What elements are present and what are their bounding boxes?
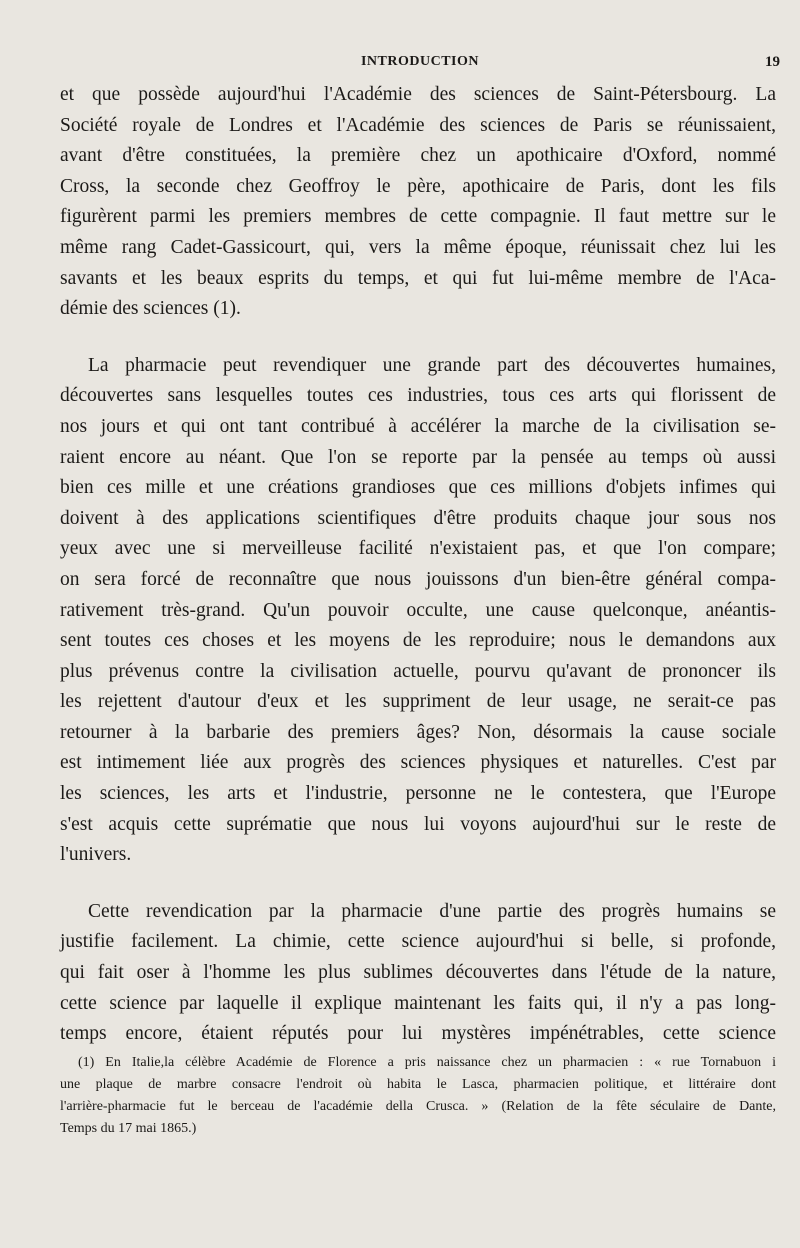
text-line: est intimement liée aux progrès des sciences physiques et naturelles. C'est par: [60, 752, 776, 774]
text-line: avant d'être constituées, la première chez un apothicaire d'Oxford, nommé: [60, 145, 776, 167]
text-line: cette science par laquelle il explique maintenant les faits qui, il n'y a pas long-: [60, 992, 776, 1014]
text-line: La pharmacie peut revendiquer une grande part des découvertes humaines,: [88, 354, 776, 376]
text-line: Cross, la seconde chez Geoffroy le père, apothicaire de Paris, dont les fils: [60, 175, 776, 197]
text-line: sent toutes ces choses et les moyens de les reproduire; nous le demandons aux: [60, 630, 776, 652]
text-line: les sciences, les arts et l'industrie, personne ne le contestera, que l'Europe: [60, 783, 776, 805]
footnote-line: Temps du 17 mai 1865.): [60, 1121, 197, 1136]
body-text: [60, 80, 776, 1050]
text-line: démie des sciences (1).: [60, 298, 241, 320]
text-line: bien ces mille et une créations grandioses que ces millions d'objets infimes qui: [60, 477, 776, 499]
footnote-line: (1) En Italie,la célèbre Académie de Florence a pris naissance chez un pharmacien : « rue Tornabuon i: [78, 1055, 776, 1070]
text-line: plus prévenus contre la civilisation actuelle, pourvu qu'avant de prononcer ils: [60, 660, 776, 682]
footnote: [60, 1052, 776, 1140]
text-line: découvertes sans lesquelles toutes ces industries, tous ces arts qui florissent de: [60, 385, 776, 407]
running-title: INTRODUCTION: [360, 54, 479, 69]
text-line: les rejettent d'autour d'eux et les suppriment de leur usage, ne serait-ce pas: [60, 691, 776, 713]
text-line: justifie facilement. La chimie, cette science aujourd'hui si belle, si profonde,: [60, 931, 776, 953]
text-line: figurèrent parmi les premiers membres de cette compagnie. Il faut mettre sur le: [60, 206, 776, 228]
text-line: retourner à la barbarie des premiers âges? Non, désormais la cause sociale: [60, 721, 776, 743]
text-line: Société royale de Londres et l'Académie des sciences de Paris se réunissaient,: [60, 114, 776, 136]
text-line: savants et les beaux esprits du temps, et qui fut lui-même membre de l'Aca-: [60, 267, 776, 289]
footnote-line: l'arrière-pharmacie fut le berceau de l'académie della Crusca. » (Relation de la fête séculaire de Dante,: [60, 1099, 776, 1114]
text-line: s'est acquis cette suprématie que nous lui voyons aujourd'hui sur le reste de: [60, 813, 776, 835]
text-line: nos jours et qui ont tant contribué à accélérer la marche de la civilisation se-: [60, 415, 776, 437]
paragraph-3: [60, 897, 776, 1050]
text-line: rativement très-grand. Qu'un pouvoir occulte, une cause quelconque, anéantis-: [60, 599, 776, 621]
text-line: même rang Cadet-Gassicourt, qui, vers la même époque, réunissait chez lui les: [60, 236, 776, 258]
text-line: on sera forcé de reconnaître que nous jouissons d'un bien-être général compa-: [60, 568, 776, 590]
text-line: et que possède aujourd'hui l'Académie des sciences de Saint-Pétersbourg. La: [60, 84, 776, 105]
running-head: [60, 54, 780, 76]
text-line: yeux avec une si merveilleuse facilité n'existaient pas, et que l'on compare;: [60, 538, 776, 560]
text-line: l'univers.: [60, 844, 132, 866]
text-line: qui fait oser à l'homme les plus sublimes découvertes dans l'étude de la nature,: [60, 962, 776, 984]
page-number: 19: [765, 54, 780, 70]
paragraph-1: [60, 80, 776, 325]
text-line: Cette revendication par la pharmacie d'une partie des progrès humains se: [88, 900, 776, 922]
text-line: raient encore au néant. Que l'on se reporte par la pensée au temps où aussi: [60, 446, 776, 468]
text-line: doivent à des applications scientifiques d'être produits chaque jour sous nos: [60, 507, 776, 529]
footnote-line: une plaque de marbre consacre l'endroit où habita le Lasca, pharmacien politique, et littéraire dont: [60, 1077, 776, 1092]
paragraph-2: [60, 351, 776, 871]
text-line: temps encore, étaient réputés pour lui mystères impénétrables, cette science: [60, 1023, 776, 1045]
